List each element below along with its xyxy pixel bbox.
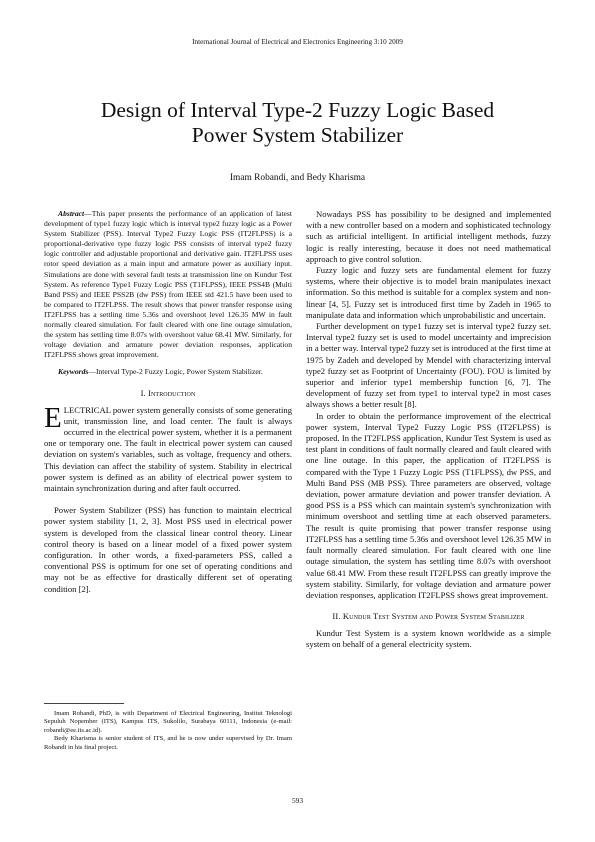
body-paragraph: Further development on type1 fuzzy set is interval type2 fuzzy set. Interval type2 fuzzy set is used to model uncertainty and imprecision in a better way. Interval type2 fuzzy set is introduced at the first time at 1975 by Zadeh and developed by Mendel with characterizing interval type2 fuzzy set as Footprint of Uncertainty (FOU). FOU is limited by superior and inferior type1 membership function [6, 7]. The development of fuzzy set from type1 to interval type2 in most cases always shows a better result [8]. bbox=[306, 321, 551, 410]
footnote: Imam Robandi, PhD, is with Department of Electrical Engineering, Institut Teknologi Sepuluh Nopember (ITS), Kampus ITS, Sukolilo, Surabaya 60111, Indonesia (e-mail: robandi@ee.its.ac.id). bbox=[44, 710, 292, 734]
body-paragraph: In order to obtain the performance improvement of the electrical power system, Interval Type2 Fuzzy Logic PSS (IT2FLPSS) is proposed. In the IT2FLPSS application, Kundur Test System is used as test plant in conditions of fault normally cleared and fault cleared with one line outage. In this paper, the application of IT2FLPSS is compared with the Type 1 Fuzzy Logic PSS (T1FLPSS), dw PSS, and Multi Band PSS (MB PSS). Three parameters are observed, voltage deviation, power armature deviation and power transfer deviation. A good PSS is a PSS which can maintain system's synchronization with minimum overshoot and settling time at each observed parameters. The result is quite promising that power transfer response using IT2FLPSS has a settling time 5.36s and overshoot level 126.35 MW in fault normally cleared simulation. For fault cleared with one line outage simulation, the system has settling time 8.07s with overshoot value 68.41 MW. From these result IT2FLPSS can greatly improve the system stability. Similarly, for voltage deviation and armature power deviation responses, application IT2FLPSS shows great improvement. bbox=[306, 410, 551, 600]
abstract-label: Abstract bbox=[58, 209, 85, 218]
author-list: Imam Robandi, and Bedy Kharisma bbox=[229, 173, 366, 183]
intro-paragraph-1 bbox=[44, 401, 292, 495]
footnote-divider bbox=[44, 703, 124, 704]
paper-title bbox=[40, 98, 555, 148]
intro-paragraph-1-text: LECTRICAL power system generally consists of some generating unit, transmission line, and load center. The fault is always occurred in the electrical power system, whether it is a permanent one or temporary one. The fault in electrical power system can caused deviation on system's variables, such as voltage, frequency and others. This deviation can affect the stability of system. Stability in electrical power system is defined as an ability of electrical power system to maintain synchronization during and after fault occurred. bbox=[44, 404, 292, 493]
page-number: 593 bbox=[291, 796, 304, 805]
section-numeral: I. bbox=[140, 387, 146, 398]
index-terms bbox=[44, 367, 292, 377]
body-paragraph: Kundur Test System is a system known worldwide as a simple system on behalf of a general electricity system. bbox=[306, 628, 551, 650]
paragraph-gap bbox=[44, 494, 292, 505]
body-paragraph: Nowadays PSS has possibility to be designed and implemented with a new controller based on a modern and sophisticated technology such as artificial intelligent. In artificial intelligent methods, fuzzy logic is really interesting, because it does not need mathematical approach to give control solution. bbox=[306, 209, 551, 264]
footnote: Bedy Kharisma is senior student of ITS, and he is now under supervised by Dr. Imam Robandi in his final project. bbox=[44, 735, 292, 751]
abstract-text: —This paper presents the performance of an application of latest development of type1 fuzzy logic which is interval type2 fuzzy logic as a Power System Stabilizer (PSS). Interval Type2 Fuzzy Logic PSS (IT2FLPSS) is a proportional-derivative type fuzzy logic PSS consists of interval type2 fuzzy logic controller and adjustable proportional and derivative gain. IT2FLPSS uses rotor speed deviation as a main input and armature power as auxiliary input. Simulations are done with several fault tests at transmission line on Kundur Test System. As reference Type1 Fuzzy Logic PSS (T1FLPSS), IEEE PSS4B (Multi Band PSS) and IEEE PSS2B (dw PSS) from IEEE std 421.5 have been used to be compared to IT2FLPSS. The result shows that power transfer response using IT2FLPSS has a settling time 5.36s and overshoot level 126.35 MW in fault normally cleared simulation. For fault cleared with one line outage simulation, the system has settling time 8.07s with overshoot value 68.41 MW. Similarly, for voltage deviation and armature power deviation responses, application IT2FLPSS shows great improvement. bbox=[44, 209, 292, 360]
running-head: International Journal of Electrical and Electronics Engineering 3:10 2009 bbox=[192, 38, 403, 46]
title-line-2: Power System Stabilizer bbox=[191, 123, 404, 147]
section-heading-kundur bbox=[306, 611, 551, 621]
section-title: Kundur Test System and Power System Stabilizer bbox=[342, 611, 525, 622]
section-numeral: II. bbox=[332, 611, 341, 622]
keywords-label: Keywords bbox=[58, 367, 89, 377]
keywords-text: —Interval Type-2 Fuzzy Logic, Power System Stabilizer. bbox=[88, 367, 263, 377]
section-title: Introduction bbox=[148, 387, 196, 398]
author-footnotes bbox=[44, 710, 292, 752]
abstract bbox=[44, 209, 292, 360]
right-column bbox=[306, 209, 551, 651]
title-line-1: Design of Interval Type-2 Fuzzy Logic Based bbox=[100, 98, 495, 122]
intro-paragraph-2: Power System Stabilizer (PSS) has function to maintain electrical power system stability [1, 2, 3]. Most PSS used in electrical power system is developed from the classical linear control theory. Linear control theory is based on a linear model of a fixed power system configuration. In other words, a fixed-parameters PSS, called a conventional PSS is optimum for one set of operating conditions and may not be as effective for drastically different set of operating condition [2]. bbox=[44, 505, 292, 594]
left-column bbox=[44, 209, 292, 595]
body-paragraph: Fuzzy logic and fuzzy sets are fundamental element for fuzzy systems, where their objective is to model brain manipulates inexact information. So this method is suitable for a complex system and non-linear [4, 5]. Fuzzy set is introduced first time by Zadeh in 1965 to manipulate data and information which unprobabilistic and uncertain. bbox=[306, 265, 551, 320]
section-heading-introduction bbox=[44, 388, 292, 398]
drop-cap: E bbox=[44, 401, 62, 434]
